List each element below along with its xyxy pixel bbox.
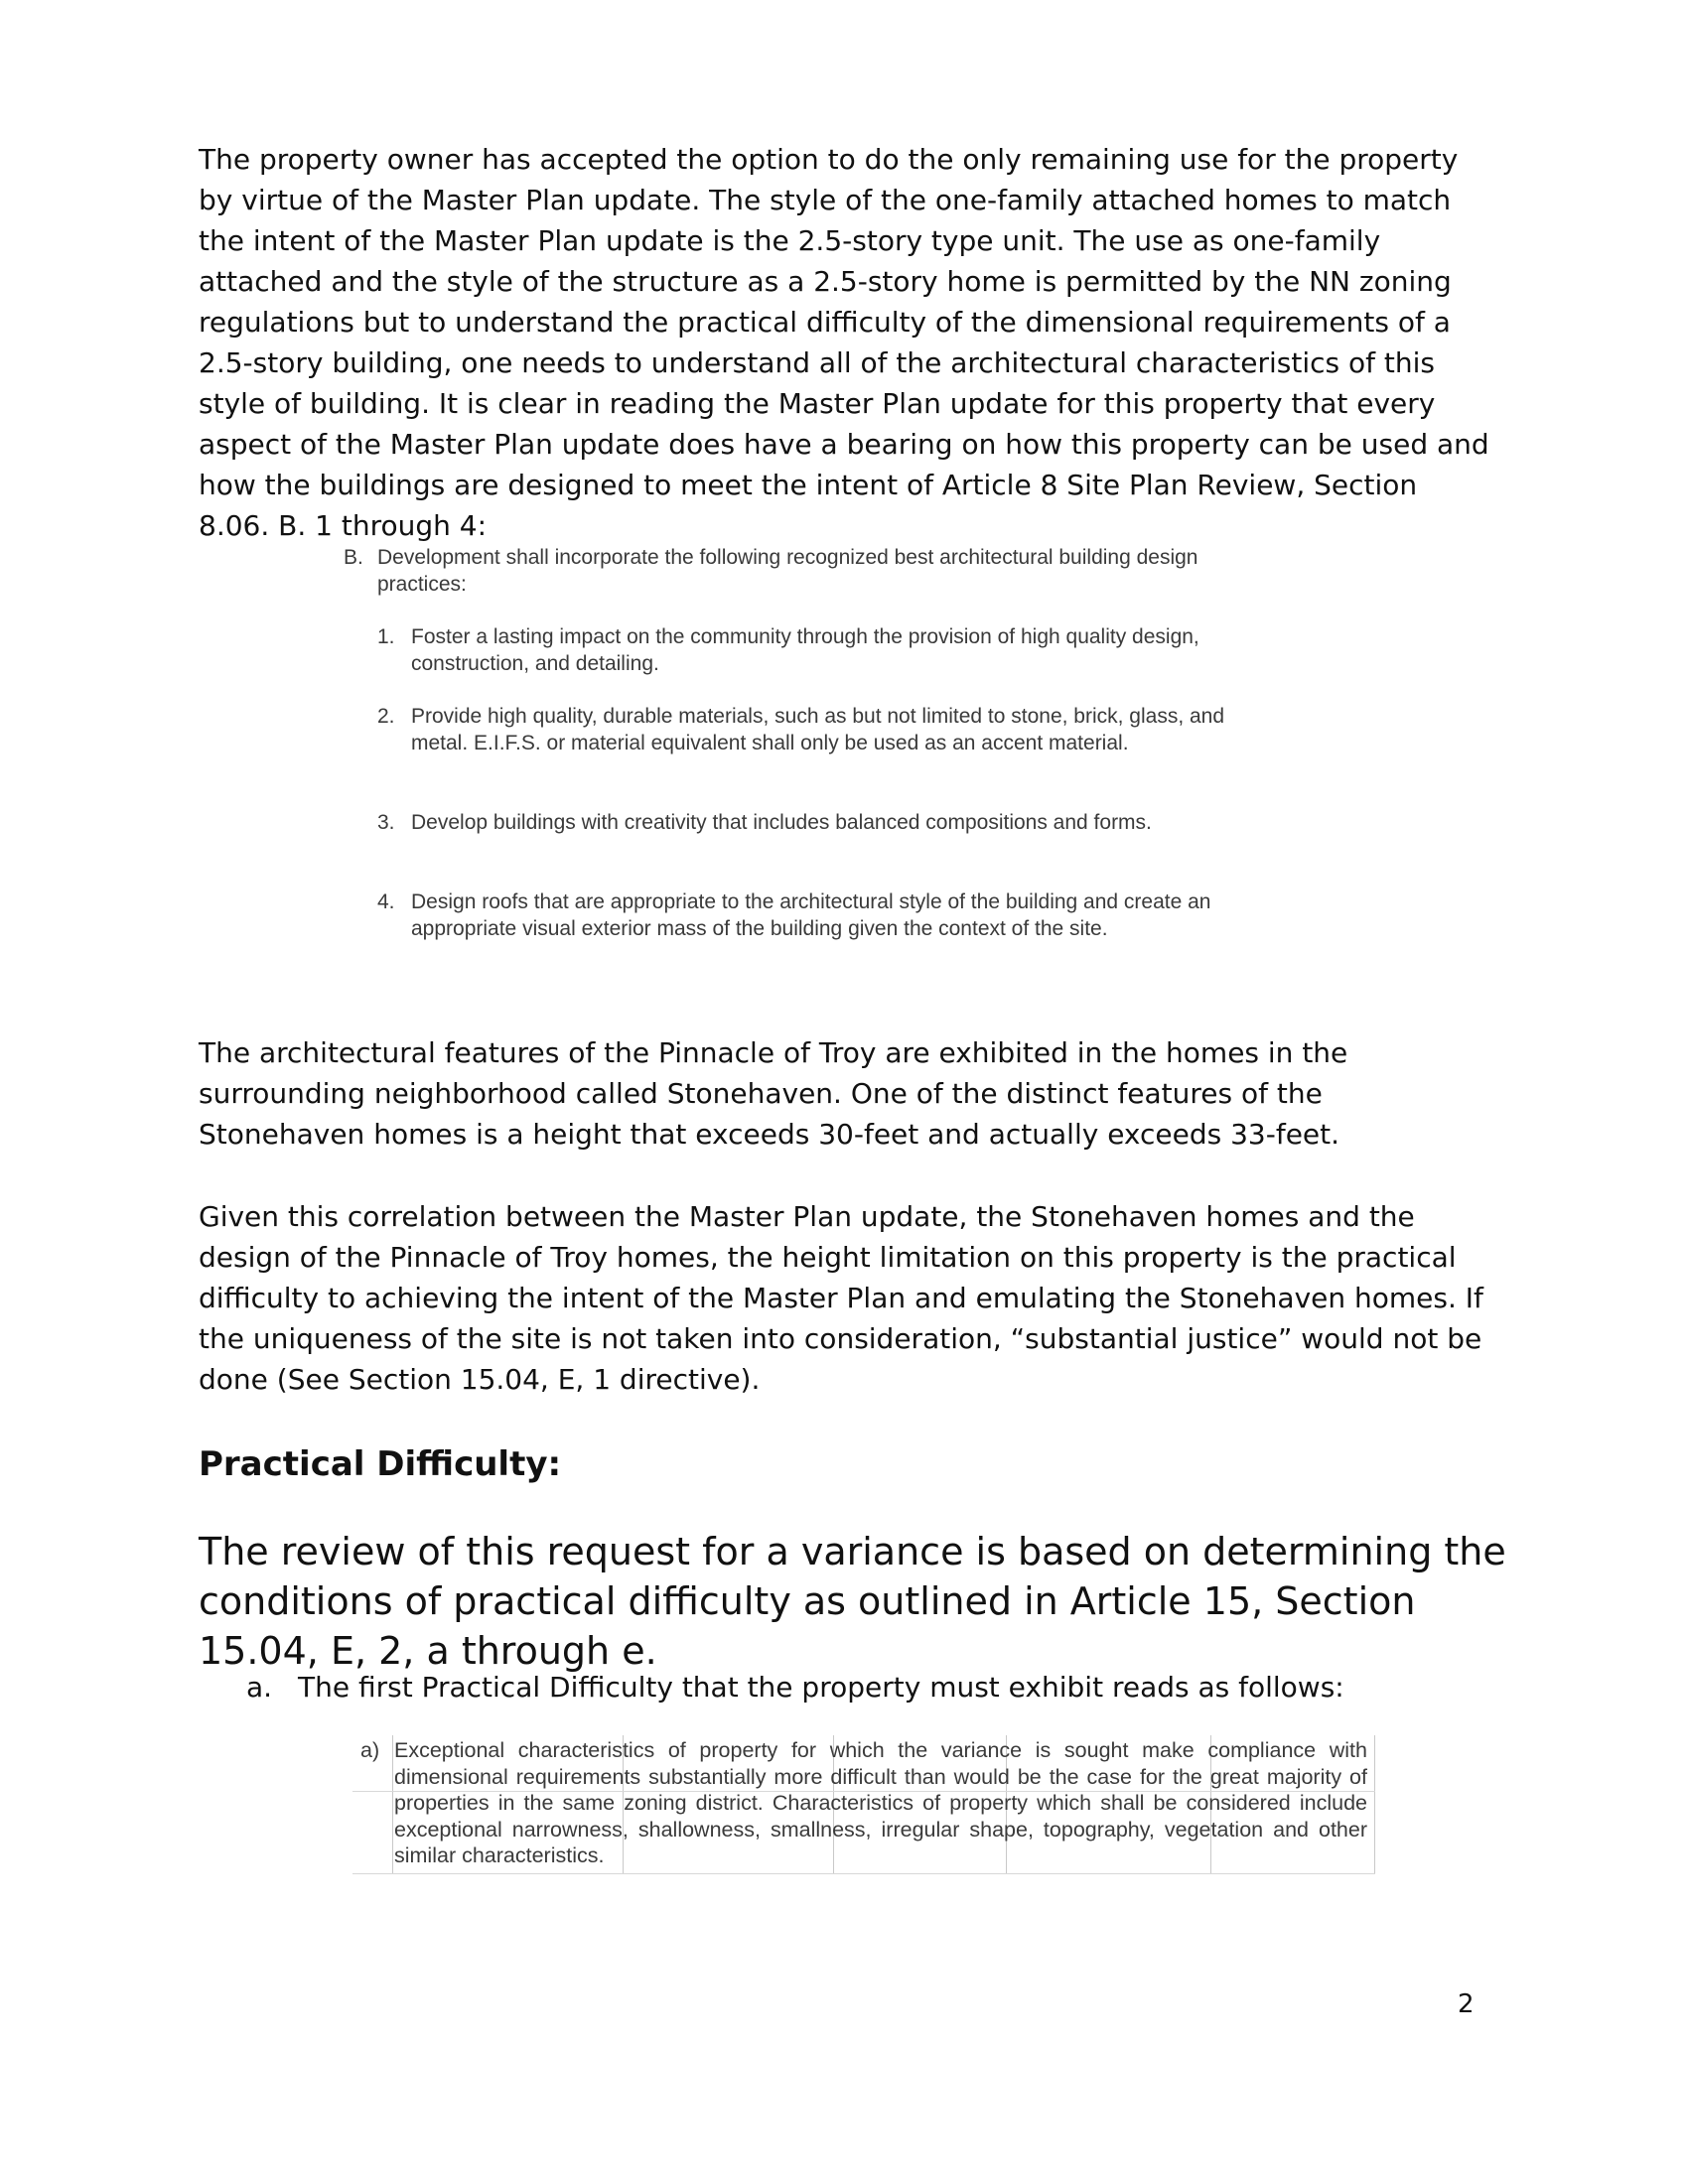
scan-gridline bbox=[352, 1873, 1375, 1874]
scan-gridline bbox=[1374, 1735, 1375, 1874]
item-number: 4. bbox=[377, 890, 395, 913]
practical-difficulty-heading: Practical Difficulty: bbox=[199, 1444, 562, 1484]
intro-paragraph: The property owner has accepted the option to do the only remaining use for the property by virtue of the Master Plan update. The style of the one-family attached homes to match the intent of the Master Plan update is the 2.5-story type unit. The use as one-family attached and the style of the structure as a 2.5-story home is permitted by the NN zoning regulations but to understand the practical difficulty of the dimensional requirements of a 2.5-story building, one needs to understand all of the architectural characteristics of this style of building. It is clear in reading the Master Plan update for this property that every aspect of the Master Plan update does have a bearing on how this property can be used and how the buildings are designed to meet the intent of Article 8 Site Plan Review, Section 8.06. B. 1 through 4: bbox=[199, 143, 1489, 542]
item-text: Develop buildings with creativity that includes balanced compositions and forms. bbox=[411, 811, 1152, 834]
item-text: Foster a lasting impact on the community through the provision of high quality design, construction, and detailing. bbox=[411, 625, 1199, 675]
item-number: 1. bbox=[377, 625, 395, 648]
review-heading: The review of this request for a variance is based on determining the conditions of practical difficulty as outlined in Article 15, Section 15.04, E, 2, a through e. bbox=[199, 1530, 1506, 1673]
excerpt-a-label: a) bbox=[360, 1738, 380, 1762]
excerpt-a-text: Exceptional characteristics of property for which the variance is sought make compliance with dimensional requirements substantially more difficult than would be the case for the great majority of properties in the same zoning district. Characteristics of property which shall be considered include exceptional narrowness, shallowness, smallness, irregular shape, topography, vegetation and other similar characteristics. bbox=[394, 1738, 1367, 1867]
item-text: Provide high quality, durable materials, such as but not limited to stone, brick, glass, and metal. E.I.F.S. or material equivalent shall only be used as an accent material. bbox=[411, 705, 1225, 754]
stonehaven-paragraph: The architectural features of the Pinnacle of Troy are exhibited in the homes in the surrounding neighborhood called Stonehaven. One of the distinct features of the Stonehaven homes is a height that exceeds 30-feet and actually exceeds 33-feet. bbox=[199, 1036, 1348, 1151]
site-plan-review-excerpt bbox=[338, 544, 1291, 981]
practical-difficulty-excerpt bbox=[352, 1735, 1375, 1876]
item-number: 2. bbox=[377, 705, 395, 728]
list-item-a bbox=[246, 1668, 1487, 1707]
scan-gridline bbox=[392, 1735, 393, 1874]
list-marker: a. bbox=[246, 1671, 273, 1704]
excerpt-b-label: B. bbox=[344, 546, 363, 569]
excerpt-b-intro: Development shall incorporate the following recognized best architectural building design practices: bbox=[377, 546, 1198, 596]
list-item-text: The first Practical Difficulty that the property must exhibit reads as follows: bbox=[298, 1671, 1344, 1704]
page-number: 2 bbox=[1458, 1989, 1475, 2019]
item-text: Design roofs that are appropriate to the architectural style of the building and create an appropriate visual exterior mass of the building given the context of the site. bbox=[411, 890, 1211, 940]
item-number: 3. bbox=[377, 811, 395, 834]
correlation-paragraph: Given this correlation between the Master Plan update, the Stonehaven homes and the design of the Pinnacle of Troy homes, the height limitation on this property is the practical difficulty to achieving the intent of the Master Plan and emulating the Stonehaven homes. If the uniqueness of the site is not taken into consideration, “substantial justice” would not be done (See Section 15.04, E, 1 directive). bbox=[199, 1200, 1483, 1396]
